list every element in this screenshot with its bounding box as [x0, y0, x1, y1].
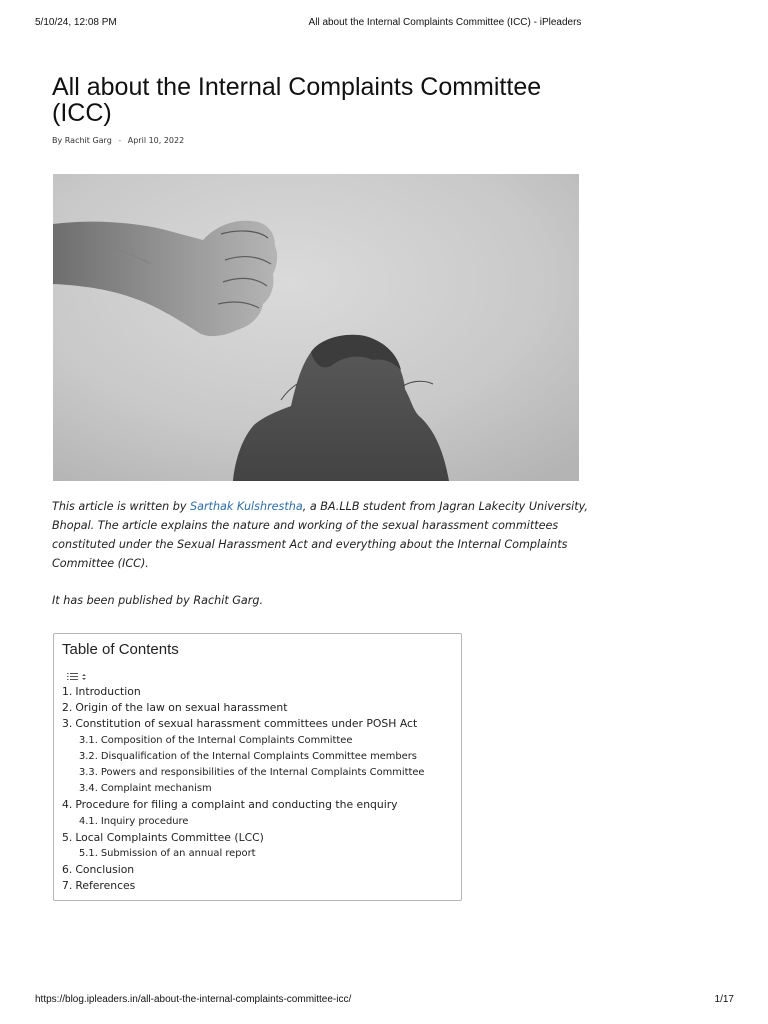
byline-prefix: By — [52, 136, 63, 145]
toc-item-number: 2. — [62, 701, 73, 715]
toc-item-label: Inquiry procedure — [100, 815, 189, 827]
toc-item-number: 3.2. — [79, 750, 98, 762]
toc-item-label: Procedure for filing a complaint and conducting the enquiry — [75, 798, 398, 812]
table-of-contents — [53, 633, 462, 901]
published-by-note: It has been published by Rachit Garg. — [52, 594, 264, 607]
toc-item[interactable] — [62, 700, 457, 716]
toc-item[interactable] — [62, 781, 457, 797]
hero-photo — [53, 174, 579, 481]
toc-item-number: 4.1. — [79, 815, 98, 827]
print-date: 5/10/24, 12:08 PM — [35, 17, 117, 28]
toc-item-number: 5.1. — [79, 847, 98, 859]
list-toggle-icon[interactable] — [66, 667, 88, 677]
toc-item-label: Conclusion — [75, 863, 135, 877]
intro-text-end: , a BA.LLB student from Jagran Lakecity University, Bhopal. The article explains the nature and working of the sexual harassment committees constituted under the Sexual Harassment Act and everything about the Internal Complaints Committee (ICC). — [52, 500, 588, 570]
author-link[interactable]: Rachit Garg — [64, 136, 112, 145]
article-intro — [52, 497, 592, 573]
toc-item-label: References — [75, 879, 136, 893]
toc-item[interactable] — [62, 797, 457, 813]
toc-item[interactable] — [62, 733, 457, 749]
toc-item[interactable] — [62, 862, 457, 878]
toc-item[interactable] — [62, 716, 457, 732]
byline — [52, 136, 184, 145]
toc-title: Table of Contents — [62, 641, 179, 658]
byline-separator: - — [118, 136, 122, 145]
toc-list — [62, 684, 457, 894]
print-page-title: All about the Internal Complaints Committee (ICC) - iPleaders — [308, 17, 582, 28]
toc-item[interactable] — [62, 830, 457, 846]
toc-item[interactable] — [62, 814, 457, 830]
toc-item-label: Disqualification of the Internal Complaints Committee members — [100, 750, 417, 762]
author-profile-link[interactable]: Sarthak Kulshrestha — [190, 500, 303, 513]
print-url: https://blog.ipleaders.in/all-about-the-internal-complaints-committee-icc/ — [35, 994, 352, 1005]
toc-item[interactable] — [62, 765, 457, 781]
toc-item-label: Powers and responsibilities of the Internal Complaints Committee — [100, 766, 425, 778]
toc-item-number: 3.3. — [79, 766, 98, 778]
toc-item[interactable] — [62, 846, 457, 862]
toc-item[interactable] — [62, 878, 457, 894]
toc-item-label: Submission of an annual report — [100, 847, 256, 859]
toc-item-number: 3.1. — [79, 734, 98, 746]
toc-item-number: 6. — [62, 863, 73, 877]
toc-item[interactable] — [62, 749, 457, 765]
toc-item-label: Local Complaints Committee (LCC) — [75, 830, 264, 844]
toc-item-label: Constitution of sexual harassment committees under POSH Act — [75, 717, 418, 731]
article-title: All about the Internal Complaints Committee (ICC) — [52, 73, 542, 127]
publish-date: April 10, 2022 — [127, 136, 185, 145]
intro-text-start: This article is written by — [52, 500, 190, 513]
toc-item-label: Composition of the Internal Complaints Committee — [100, 734, 353, 746]
hero-image — [53, 174, 579, 481]
toc-item-number: 4. — [62, 798, 73, 812]
toc-item-label: Complaint mechanism — [100, 783, 212, 795]
toc-item[interactable] — [62, 684, 457, 700]
toc-item-label: Introduction — [75, 685, 141, 698]
toc-item-label: Origin of the law on sexual harassment — [75, 701, 288, 715]
toc-item-number: 3.4. — [79, 783, 98, 795]
toc-item-number: 5. — [62, 830, 73, 844]
toc-item-number: 3. — [62, 717, 73, 731]
print-page-number: 1/17 — [714, 994, 734, 1005]
toc-item-number: 1. — [62, 685, 73, 698]
toc-item-number: 7. — [62, 879, 73, 893]
